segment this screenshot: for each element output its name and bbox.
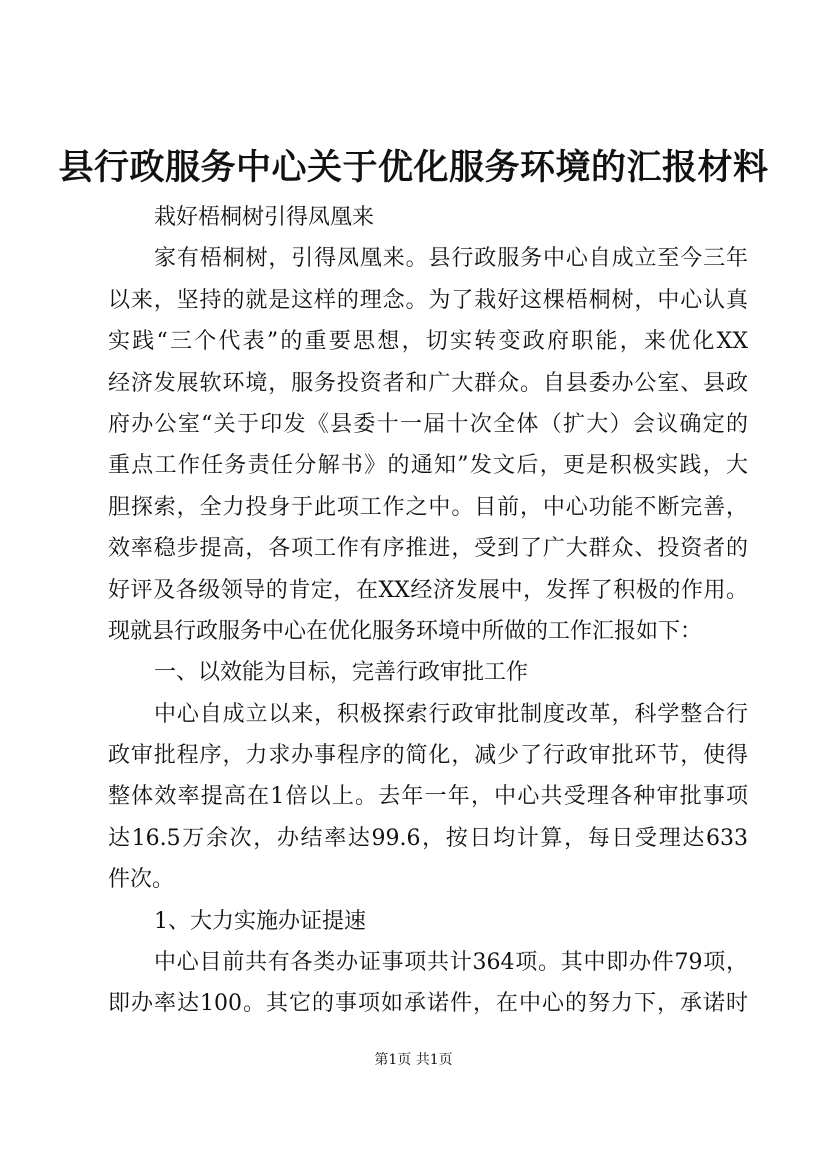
document-title: 县行政服务中心关于优化服务环境的汇报材料 [58,147,769,188]
paragraph-line: 实践“三个代表”的重要思想，切实转变政府职能，来优化XX [108,329,748,355]
paragraph-line: 中心自成立以来，积极探索行政审批制度改革，科学整合行 [154,701,748,727]
paragraph-line: 胆探索，全力投身于此项工作之中。目前，中心功能不断完善， [108,494,748,520]
paragraph-line: 现就县行政服务中心在优化服务环境中所做的工作汇报如下： [108,618,703,644]
paragraph-line: 家有梧桐树，引得凤凰来。县行政服务中心自成立至今三年 [154,246,748,272]
paragraph-line: 中心目前共有各类办证事项共计364项。其中即办件79项， [154,950,748,976]
paragraph-line: 即办率达100。其它的事项如承诺件，在中心的努力下，承诺时 [108,991,748,1017]
subsection-heading: 1、大力实施办证提速 [154,908,366,934]
paragraph-line: 以来，坚持的就是这样的理念。为了栽好这棵梧桐树，中心认真 [108,287,748,313]
paragraph-line: 件次。 [108,867,175,893]
paragraph-line: 重点工作任务责任分解书》的通知”发文后，更是积极实践，大 [108,453,748,479]
paragraph-line: 经济发展软环境，服务投资者和广大群众。自县委办公室、县政 [108,370,748,396]
paragraph-line: 好评及各级领导的肯定，在XX经济发展中，发挥了积极的作用。 [108,577,748,603]
paragraph-line: 整体效率提高在1倍以上。去年一年，中心共受理各种审批事项 [108,784,748,810]
paragraph-line: 达16.5万余次，办结率达99.6，按日均计算，每日受理达633 [108,825,748,851]
page-footer: 第1页 共1页 [374,1052,453,1068]
paragraph-line: 效率稳步提高，各项工作有序推进，受到了广大群众、投资者的 [108,536,748,562]
section-heading: 一、以效能为目标，完善行政审批工作 [154,660,529,686]
paragraph-line: 府办公室“关于印发《县委十一届十次全体（扩大）会议确定的 [108,411,748,437]
body-text [108,197,748,1025]
paragraph-line: 政审批程序，力求办事程序的简化，减少了行政审批环节，使得 [108,743,748,769]
subtitle-line: 栽好梧桐树引得凤凰来 [154,205,375,230]
